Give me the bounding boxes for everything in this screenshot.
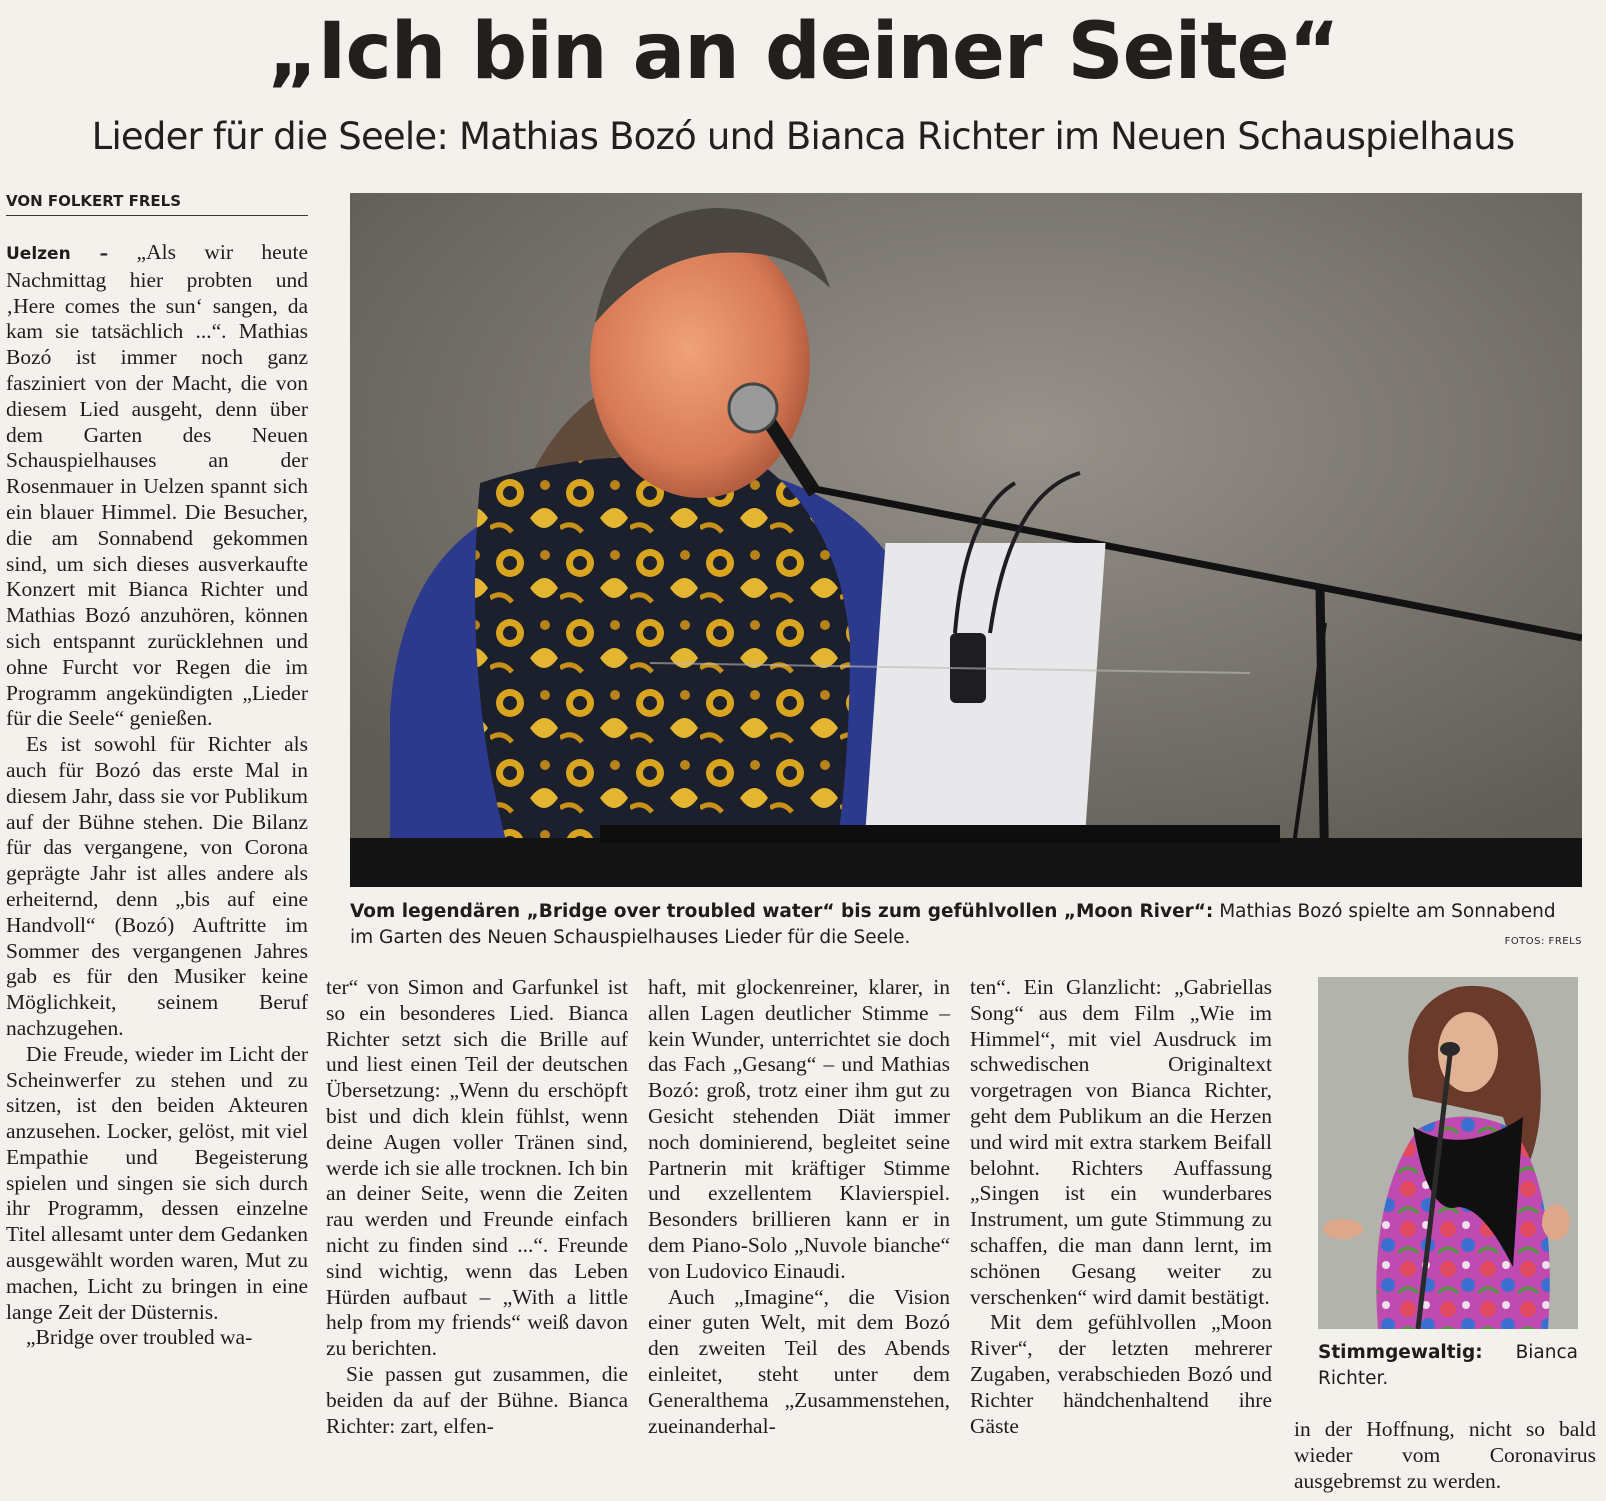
- paragraph: „Bridge over troubled wa-: [26, 1325, 253, 1350]
- paragraph: Auch „Imagine“, die Vision einer guten Welt, mit dem Bozó den zweiten Teil des Abends einleitet, steht unter dem Generalthema „Zusammenstehen, zueinanderhal-: [648, 1284, 950, 1438]
- paragraph: ter“ von Simon and Garfunkel ist so ein besonderes Lied. Bianca Richter setzt sich die Brille auf und liest einen Teil der deutschen Übersetzung: „Wenn du erschöpft bist und dich klein fühlst, wenn deine Augen voller Tränen sind, werde ich sie alle trocknen. Ich bin an deiner Seite, wenn die Zeiten rau werden und Freunde einfach nicht zu finden sind ...“. Freunde sind wichtig, wenn das Leben Hürden aufbaut – „With a little help from my friends“ weiß davon zu berichten.: [326, 975, 628, 1361]
- main-photo-image: [350, 193, 1582, 887]
- paragraph: ten“. Ein Glanzlicht: „Gabriellas Song“ aus dem Film „Wie im Himmel“, mit viel Ausdruck im schwedischen Originaltext vorgetragen von Bianca Richter, geht dem Publikum an die Herzen und wird mit extra starkem Beifall belohnt. Richters Auffassung „Singen ist ein wunderbares Instrument, um gute Stimmung zu schaffen, die man dann lernt, im schönen Gesang weiter zu verschenken“ wird damit bestätigt.: [970, 975, 1272, 1309]
- paragraph-text: „Als wir heute Nachmittag hier probten und ‚Here comes the sun‘ sangen, da kam sie tatsächlich ...“. Mathias Bozó ist immer noch ganz fasziniert von der Macht, die von diesem Lied ausgeht, denn über dem Garten des Neuen Schauspielhauses an der Rosenmauer in Uelzen spannt sich ein blauer Himmel. Die Besucher, die am Sonnabend gekommen sind, um sich dieses ausverkaufte Konzert mit Bianca Richter und Mathias Bozó anzuhören, können sich entspannt zurücklehnen und ohne Furcht vor Regen die im Programm angekündigten „Lieder für die Seele“ genießen.: [6, 240, 308, 731]
- paragraph: Es ist sowohl für Richter als auch für Bozó das erste Mal in diesem Jahr, dass sie vor Publikum auf der Bühne stehen. Die Bilanz für das vergangene, von Corona geprägte Jahr ist alles andere als erheiternd, denn „bis auf eine Handvoll“ (Bozó) Auftritte im Sommer des vergangenen Jahres gab es für den Musiker keine Möglichkeit, seinem Beruf nachzugehen.: [6, 732, 308, 1040]
- text-column-2: [326, 975, 628, 1439]
- caption-lead: Vom legendären „Bridge over troubled water“ bis zum gefühlvollen „Moon River“:: [350, 901, 1214, 922]
- text-column-3: [648, 975, 950, 1439]
- text-column-5: [1294, 1417, 1596, 1494]
- paragraph: Sie passen gut zusammen, die beiden da auf der Bühne. Bianca Richter: zart, elfen-: [326, 1361, 628, 1438]
- paragraph: Die Freude, wieder im Licht der Scheinwerfer zu stehen und zu sitzen, ist den beiden Akteuren anzusehen. Locker, gelöst, mit viel Empathie und Begeisterung spielen und singen sie sich durch ihr Programm, dessen einzelne Titel allesamt unter dem Gedanken ausgewählt worden waren, Mut zu machen, Licht zu bringen in eine lange Zeit der Düsternis.: [6, 1041, 308, 1324]
- article-subheadline: Lieder für die Seele: Mathias Bozó und Bianca Richter im Neuen Schauspielhaus: [91, 115, 1515, 158]
- article-headline: „Ich bin an deiner Seite“: [267, 7, 1339, 97]
- paragraph: Mit dem gefühlvollen „Moon River“, der letzten mehrerer Zugaben, verabschieden Bozó und Richter händchenhaltend ihre Gäste: [970, 1310, 1272, 1438]
- text-column-4: [970, 975, 1272, 1439]
- small-photo-image: [1318, 977, 1578, 1329]
- caption-lead: Stimmgewaltig:: [1318, 1342, 1483, 1363]
- paragraph: haft, mit glockenreiner, klarer, in allen Lagen deutlicher Stimme – kein Wunder, unterrichtet sie doch das Fach „Gesang“ – und Mathias Bozó: groß, trotz einer ihm gut zu Gesicht stehenden Diät immer noch dominierend, begleitet seine Partnerin mit kräftiger Stimme und exzellentem Klavierspiel. Besonders brillieren kann er in dem Piano-Solo „Nuvole bianche“ von Ludovico Einaudi.: [648, 975, 950, 1283]
- main-photo: [350, 193, 1582, 887]
- caption-text: Mathias Bozó spielte am Sonnabend im Garten des Neuen Schauspielhauses Lieder für die Seele.: [350, 901, 1556, 948]
- paragraph: in der Hoffnung, nicht so bald wieder vom Coronavirus ausgebremst zu werden.: [1294, 1417, 1596, 1493]
- small-photo: [1318, 977, 1578, 1329]
- caption-text: Bianca Richter.: [1318, 1342, 1578, 1389]
- paragraph: [6, 240, 308, 732]
- dateline: Uelzen –: [6, 244, 109, 264]
- byline: VON FOLKERT FRELS: [6, 190, 308, 216]
- text-column-1: [6, 240, 308, 1351]
- photo-credit: FOTOS: FRELS: [1504, 936, 1582, 947]
- main-photo-caption: [350, 899, 1582, 951]
- small-photo-caption: [1318, 1340, 1578, 1392]
